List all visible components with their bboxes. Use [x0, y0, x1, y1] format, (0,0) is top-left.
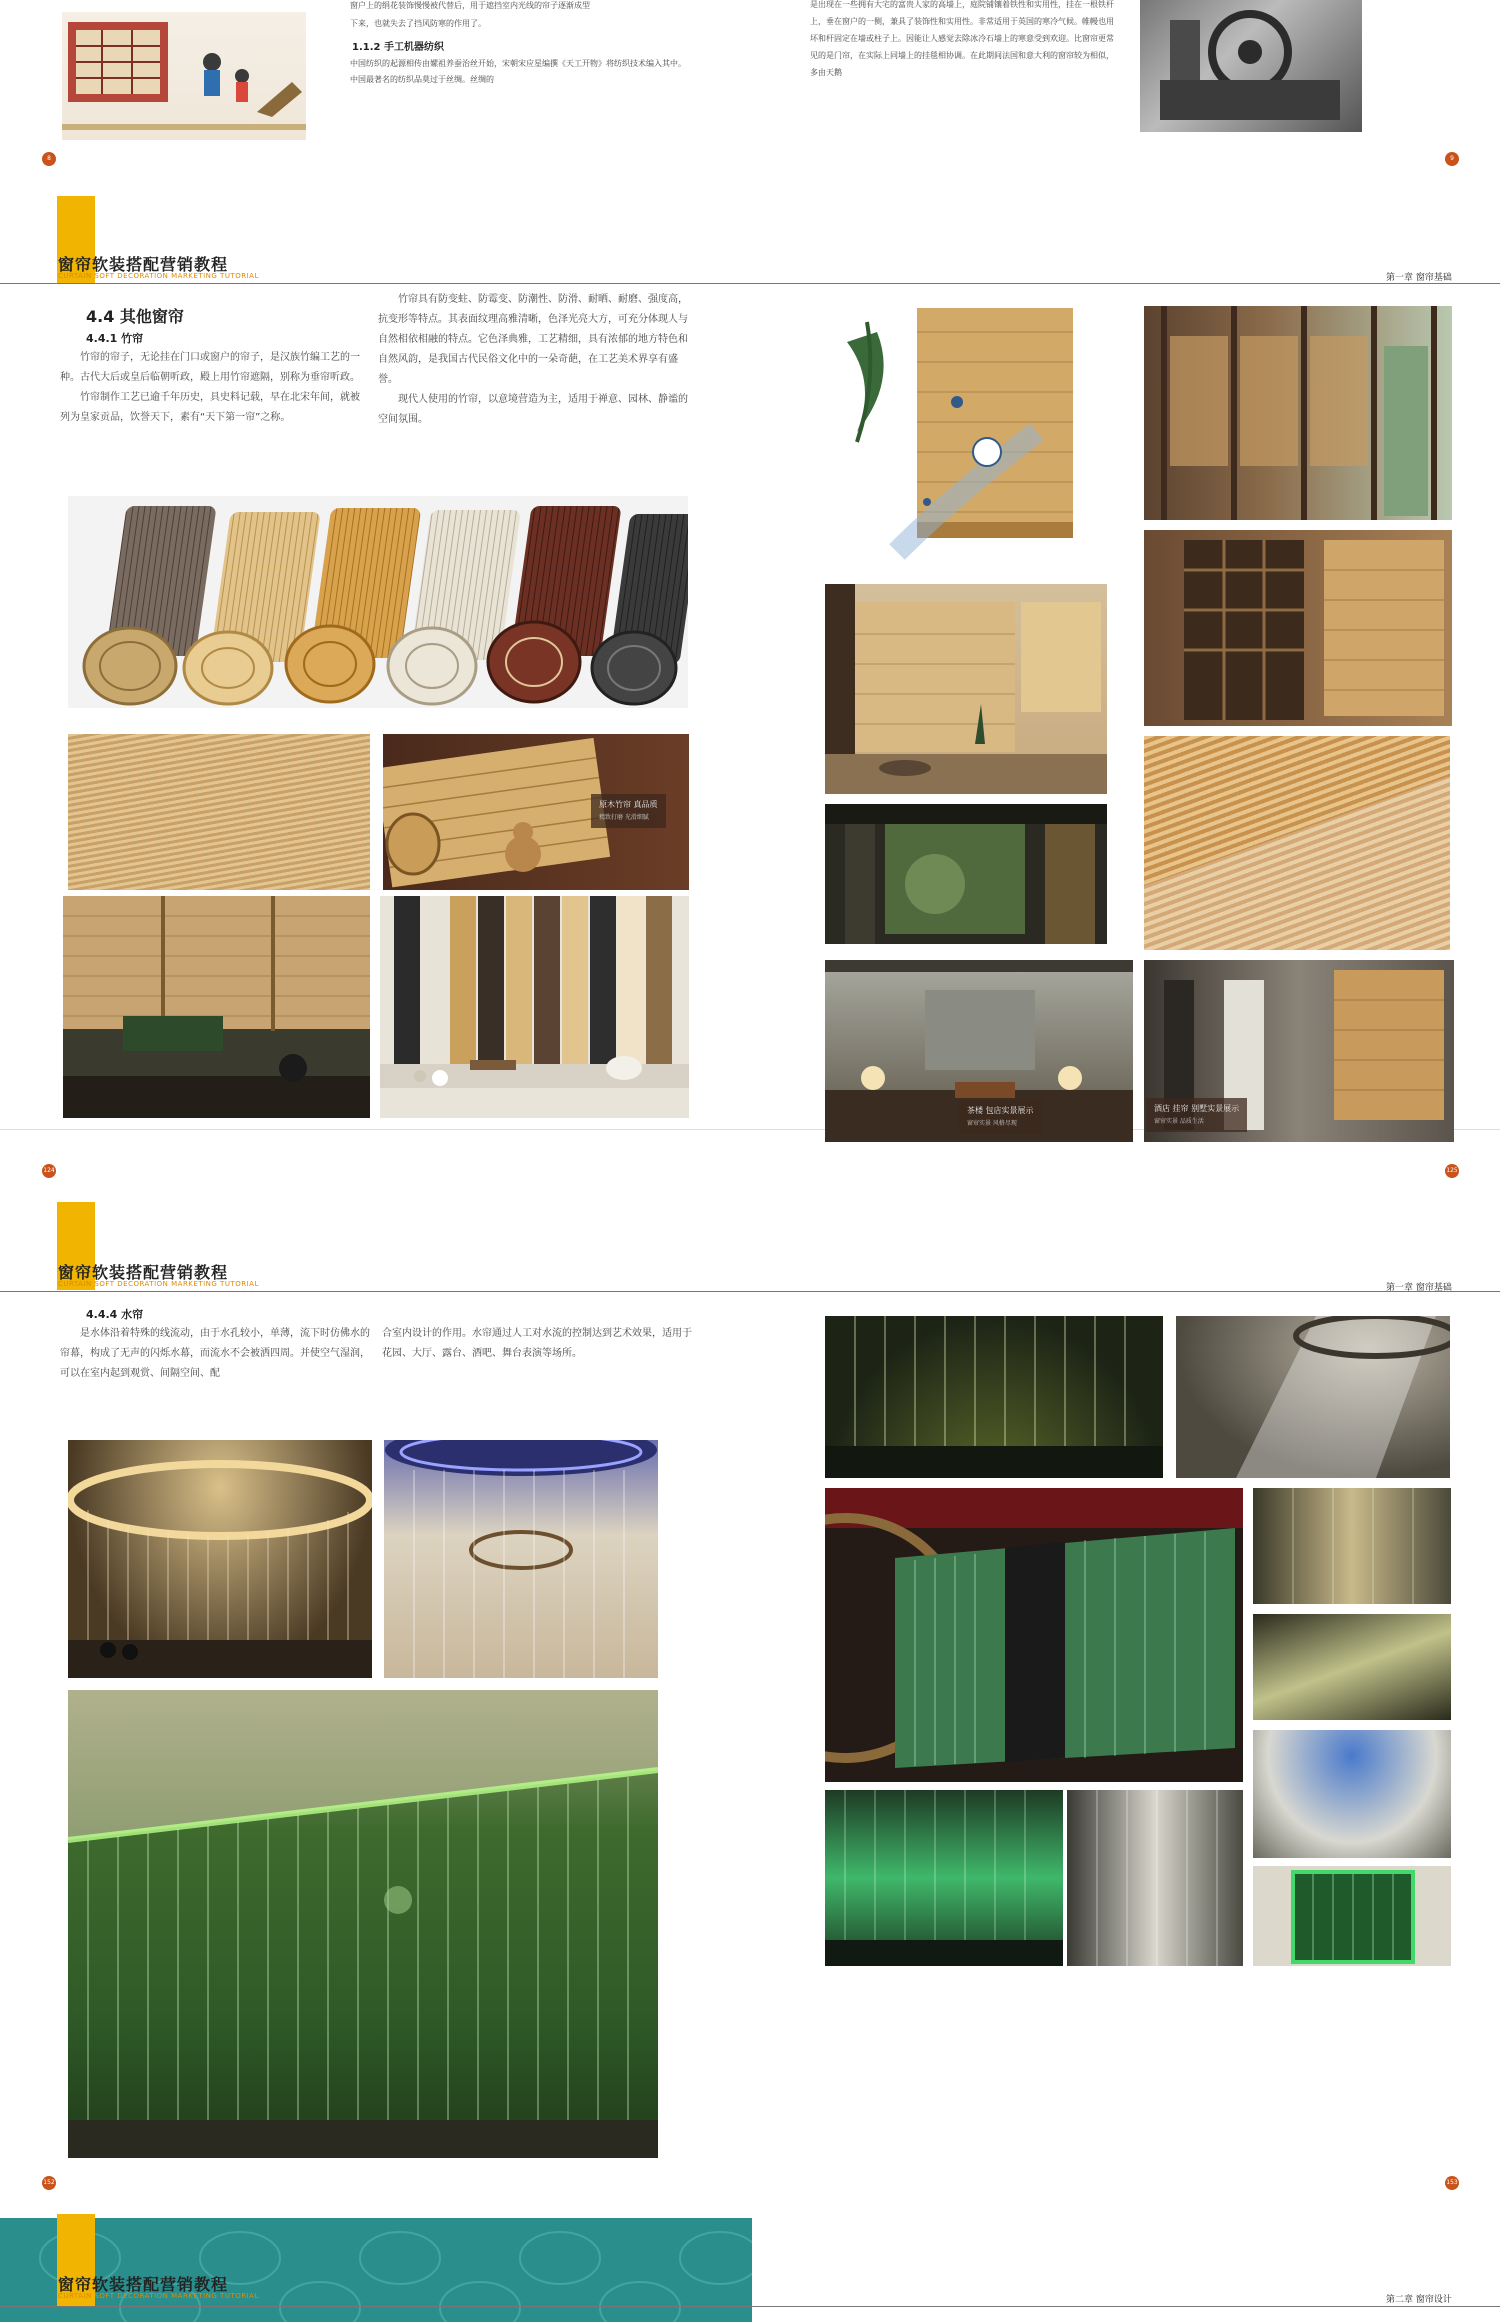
courtyard-photo [825, 804, 1107, 944]
water-thumb-photo-1 [1253, 1488, 1451, 1604]
bamboo-blinds-room-photo [63, 896, 370, 1118]
left-column: 是水体沿着特殊的线流动，由于水孔较小，单薄，流下时仿佛水的帘幕，构成了无声的闪烁水幕，而流水不会被洒四周。并使空气湿润，可以在室内起到观赏、间隔空间、配 [60, 1328, 370, 1379]
hotel-caption [1146, 1098, 1247, 1132]
framed-water-wall-photo [825, 1488, 1243, 1782]
paragraph: 现代人使用的竹帘，以意境营造为主，适用于禅意、园林、静谧的空间氛围。 [378, 394, 688, 425]
water-thumb-photo-2 [1253, 1614, 1451, 1720]
lattice-drawing-2 [1144, 530, 1452, 726]
paragraph: 竹帘具有防变蛀、防霉变、防潮性、防滑、耐晒、耐磨、强度高，抗变形等特点。其表面纹理高雅清晰，色泽光亮大方，可充分体现人与自然相依相融的特点。它色泽典雅，工艺精细，具有浓郁的地方特色和自然风韵，是我国古代民俗文化中的一朵奇葩，在工艺美术界享有盛誉。 [378, 294, 688, 385]
right-column [378, 290, 688, 430]
page-number: 124 [42, 1164, 56, 1178]
top-left-frag-2: 下来，也就失去了挡风防寒的作用了。 [350, 19, 486, 28]
page-number: 152 [42, 2176, 56, 2190]
lit-columns-drawing [825, 1316, 1163, 1478]
top-left-frag-1: 窗户上的绢花装饰慢慢被代替后，用于遮挡室内光线的帘子逐渐成型 [350, 1, 590, 10]
subsection-heading: 4.4.1 竹帘 [86, 332, 144, 345]
top-left-para: 中国纺织的起源相传由嫘祖养蚕治丝开始，宋朝宋应星编撰《天工开物》将纺织技术编入其中。中国最著名的纺织品莫过于丝绸。丝绸的 [350, 59, 686, 84]
header-rule [0, 2306, 1500, 2307]
top-left-h3: 1.1.2 手工机器纺织 [352, 42, 444, 53]
hotel-corridor-photo [1144, 960, 1454, 1142]
ceiling-water-curtain-photo [384, 1440, 658, 1678]
tea-room-blinds-photo [825, 584, 1107, 794]
chapter-label: 第一章 窗帘基础 [1386, 1283, 1452, 1293]
rolled-mats-drawing [68, 496, 688, 708]
green-lit-wall-photo [825, 1790, 1063, 1966]
closeup-drawing [1144, 736, 1450, 950]
book-title: 窗帘软装搭配营销教程 [58, 2275, 229, 2294]
teahouse-photo [825, 960, 1133, 1142]
colored-blinds-drawing [380, 896, 689, 1118]
caption-title: 茶楼 包店实景展示 [967, 1106, 1034, 1115]
white-water-wall-photo [1067, 1790, 1243, 1966]
book-subtitle: CURTAIN SOFT DECORATION MARKETING TUTORIAL [58, 1280, 259, 1288]
book-title: 窗帘软装搭配营销教程 [58, 1263, 229, 1282]
ceiling-curtain-drawing [384, 1440, 658, 1678]
bamboo-closeup-photo [1144, 736, 1450, 950]
scroll-caption [591, 794, 666, 828]
page-number: 8 [42, 152, 56, 166]
chapter-label: 第二章 窗帘设计 [1386, 2295, 1452, 2305]
blind-drawing [827, 302, 1105, 576]
courtyard-drawing [825, 804, 1107, 944]
teahouse-caption [959, 1100, 1042, 1134]
book-subtitle: CURTAIN SOFT DECORATION MARKETING TUTORIAL [58, 2292, 259, 2300]
chapter-label: 第一章 窗帘基础 [1386, 273, 1452, 283]
bamboo-texture-photo [68, 734, 370, 890]
header-rule [0, 283, 1500, 284]
room-drawing [63, 896, 370, 1118]
green-water-curtain-photo [68, 1690, 658, 2158]
top-right-para: 是出现在一些拥有大宅的富贵人家的高墙上，庭院铺镶着铁性和实用性，挂在一根铁杆上，垂在窗户的一侧，兼具了装饰性和实用性。非常适用于英国的寒冷气候。帷幔也用坏和杆固定在墙或柱子上。因能让人感觉去除冰冷石墙上的寒意受到欢迎。比窗帘更常见的是门帘，在实际上同墙上的挂毯相协调。在此期间法国和意大利的窗帘较为相似，多由天鹅 [810, 0, 1114, 77]
caption-sub: 精致打磨 光滑细腻 [599, 814, 649, 821]
book-title: 窗帘软装搭配营销教程 [58, 255, 229, 274]
book-subtitle: CURTAIN SOFT DECORATION MARKETING TUTORIAL [58, 272, 259, 280]
caption-title: 酒店 挂帘 别墅实景展示 [1154, 1104, 1240, 1113]
page-number: 9 [1445, 152, 1459, 166]
lattice-drawing-1 [1144, 306, 1452, 520]
water-thumb-photo-3 [1253, 1730, 1451, 1858]
ceiling-cascade-photo [1176, 1316, 1450, 1478]
left-column [60, 348, 360, 428]
circular-curtain-drawing [68, 1440, 372, 1678]
rolled-bamboo-mats-photo [68, 496, 688, 708]
green-frame-photo [1253, 1866, 1451, 1966]
colored-blinds-tea-photo [380, 896, 689, 1118]
paragraph: 竹帘制作工艺已逾千年历史，具史料记载，早在北宋年间，就被列为皇家贡品，饮誉天下，素有“天下第一帘”之称。 [60, 392, 360, 423]
caption-sub: 窗帘实景 品质生活 [1154, 1118, 1204, 1125]
bamboo-scroll-photo [383, 734, 689, 890]
window-lattice-photo-1 [1144, 306, 1452, 520]
right-column: 合室内设计的作用。水帘通过人工对水流的控制达到艺术效果，适用于花园、大厅、露台、酒吧、舞台表演等场所。 [382, 1328, 692, 1359]
header-rule [0, 1291, 1500, 1292]
page-number: 125 [1445, 1164, 1459, 1178]
machine-drawing [1140, 0, 1362, 132]
window-lattice-photo-2 [1144, 530, 1452, 726]
section-heading: 4.4 其他窗帘 [86, 307, 184, 326]
white-wall-drawing [1067, 1790, 1243, 1966]
cascade-drawing [1176, 1316, 1450, 1478]
vintage-machine-photo [1140, 0, 1362, 132]
paragraph: 竹帘的帘子，无论挂在门口或窗户的帘子，是汉族竹编工艺的一种。古代大后或皇后临朝听政，殿上用竹帘遮隔，别称为垂帘听政。 [60, 352, 360, 383]
rolling-bamboo-blind-photo [827, 302, 1105, 576]
folk-illustration [62, 12, 306, 140]
caption-title: 原木竹帘 真品质 [599, 800, 658, 809]
lit-water-columns-photo [825, 1316, 1163, 1478]
green-wall-drawing [825, 1790, 1063, 1966]
circular-water-curtain-photo [68, 1440, 372, 1678]
folk-illustration-drawing [62, 12, 306, 140]
framed-wall-drawing [825, 1488, 1243, 1782]
caption-sub: 窗帘实景 风格尽现 [967, 1120, 1017, 1127]
thumb-drawing-1 [1253, 1488, 1451, 1604]
page-number: 153 [1445, 2176, 1459, 2190]
tea-room-drawing [825, 584, 1107, 794]
green-curtain-drawing [68, 1690, 658, 2158]
subsection-heading: 4.4.4 水帘 [86, 1308, 144, 1321]
green-frame-drawing [1253, 1866, 1451, 1966]
